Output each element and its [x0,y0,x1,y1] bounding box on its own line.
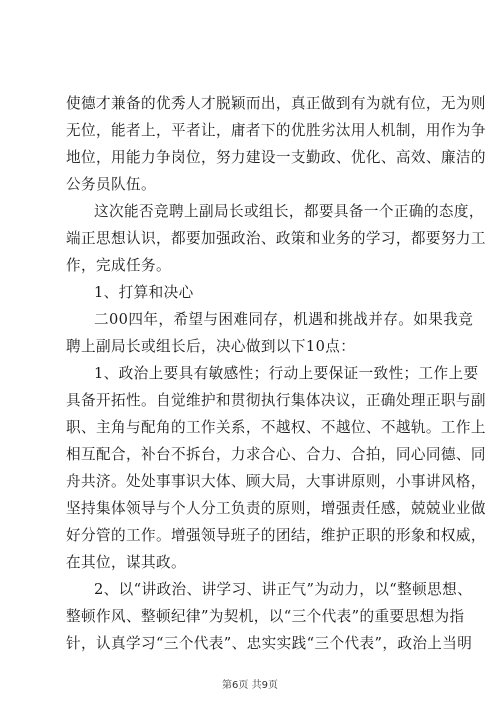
text-line: 这次能否竞聘上副局长或组长，都要具备一个正确的态度， [94,203,484,220]
text-line: 具备开拓性。自觉维护和贯彻执行集体决议，正确处理正职与副 [66,392,486,409]
text-line: 无位，能者上，平者让，庸者下的优胜劣汰用人机制，用作为争 [66,122,486,139]
text-line: 舟共济。处处事事识大体、顾大局，大事讲原则，小事讲风格， [66,473,486,490]
text-line: 整顿作风、整顿纪律”为契机，以“三个代表”的重要思想为指 [66,608,465,625]
text-line: 端正思想认识，都要加强政治、政策和业务的学习，都要努力工 [66,230,486,247]
text-line: 职、主角与配角的工作关系，不越权、不越位、不越轨。工作上 [66,419,486,436]
text-line: 1、政治上要具有敏感性；行动上要保证一致性；工作上要 [94,365,479,382]
text-line: 好分管的工作。增强领导班子的团结，维护正职的形象和权威， [66,527,486,544]
text-line: 针，认真学习“三个代表”、忠实实践“三个代表”，政治上当明 [66,635,473,652]
text-line: 在其位，谋其政。 [66,554,186,571]
text-line: 二00四年，希望与困难同存，机遇和挑战并存。如果我竞 [94,311,474,328]
text-line: 2、以“讲政治、讲学习、讲正气”为动力，以“整顿思想、 [94,581,473,598]
text-line: 相互配合，补台不拆台，力求合心、合力、合拍，同心同德、同 [66,446,486,463]
text-line: 使德才兼备的优秀人才脱颖而出，真正做到有为就有位，无为则 [66,95,486,112]
text-line: 作，完成任务。 [66,257,171,274]
page-number-footer: 第6页 共9页 [222,680,278,691]
text-line: 坚持集体领导与个人分工负责的原则，增强责任感，兢兢业业做 [66,500,486,517]
section-heading: 1、打算和决心 [94,284,194,301]
text-line: 聘上副局长或组长后，决心做到以下10点： [66,338,356,355]
text-line: 公务员队伍。 [66,176,156,193]
text-line: 地位，用能力争岗位，努力建设一支勤政、优化、高效、廉洁的 [66,149,486,166]
